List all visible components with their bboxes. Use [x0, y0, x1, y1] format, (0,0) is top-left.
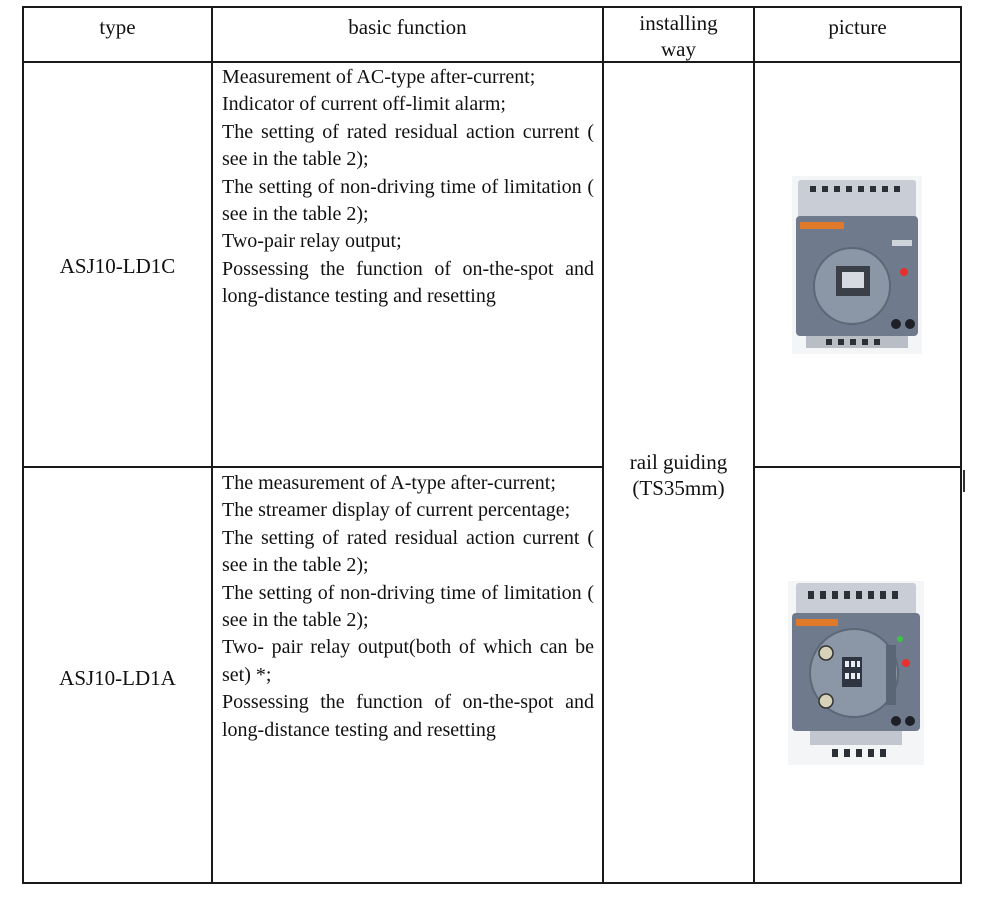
- col-divider-2: [602, 6, 604, 884]
- row-divider-right: [754, 466, 962, 468]
- installing-line2: (TS35mm): [632, 476, 725, 500]
- device-photo-asj10-ld1c: [792, 176, 922, 354]
- adjust-knob-icon: [819, 646, 833, 660]
- product-table: [22, 6, 962, 884]
- device-top-housing: [796, 583, 916, 617]
- row1-function-3: The setting of rated residual action current ( see in the table 2);: [222, 120, 594, 171]
- row2-function-2: The streamer display of current percentage;: [222, 499, 571, 522]
- installing-way-value: [604, 449, 753, 501]
- scan-artifact-mark: [963, 470, 965, 492]
- row2-function-6: Possessing the function of on-the-spot and long-distance testing and resetting: [222, 691, 594, 741]
- adjust-knob-icon: [819, 694, 833, 708]
- alarm-indicator-icon: [900, 268, 908, 276]
- header-installing-line1: installing: [639, 11, 718, 35]
- header-divider: [22, 61, 962, 63]
- row1-function-1: Measurement of AC-type after-current;: [222, 66, 536, 88]
- col-divider-1: [211, 6, 213, 884]
- row2-function-3: The setting of rated residual action current ( see in the table 2);: [222, 526, 594, 577]
- table-border-right: [960, 6, 962, 884]
- header-basic-function: basic function: [348, 15, 467, 39]
- table-border-left: [22, 6, 24, 884]
- installing-line1: rail guiding: [629, 450, 728, 474]
- power-indicator-icon: [897, 636, 903, 642]
- row1-function-4: The setting of non-driving time of limitation ( see in the table 2);: [222, 175, 594, 226]
- row1-function-6: Possessing the function of on-the-spot and long-distance testing and resetting: [222, 257, 594, 308]
- row1-functions: [222, 64, 594, 311]
- header-installing-line2: way: [661, 37, 696, 61]
- header-type: type: [99, 15, 136, 39]
- alarm-indicator-icon: [902, 659, 910, 667]
- table-border-bottom: [22, 882, 962, 884]
- col-divider-3: [753, 6, 755, 884]
- row2-function-5: Two- pair relay output(both of which can be set) *;: [222, 636, 594, 686]
- row1-function-5: Two-pair relay output;: [222, 230, 402, 253]
- row2-functions: [222, 470, 594, 744]
- header-picture: picture: [828, 15, 887, 39]
- row2-function-4: The setting of non-driving time of limitation ( see in the table 2);: [222, 581, 594, 632]
- row2-type: ASJ10-LD1A: [59, 666, 176, 690]
- row1-function-2: Indicator of current off-limit alarm;: [222, 93, 506, 116]
- row2-function-1: The measurement of A-type after-current;: [222, 472, 556, 494]
- header-installing-way: [604, 8, 753, 61]
- device-photo-asj10-ld1a: [788, 581, 924, 765]
- row1-type: ASJ10-LD1C: [59, 254, 176, 278]
- row-divider-left: [22, 466, 604, 468]
